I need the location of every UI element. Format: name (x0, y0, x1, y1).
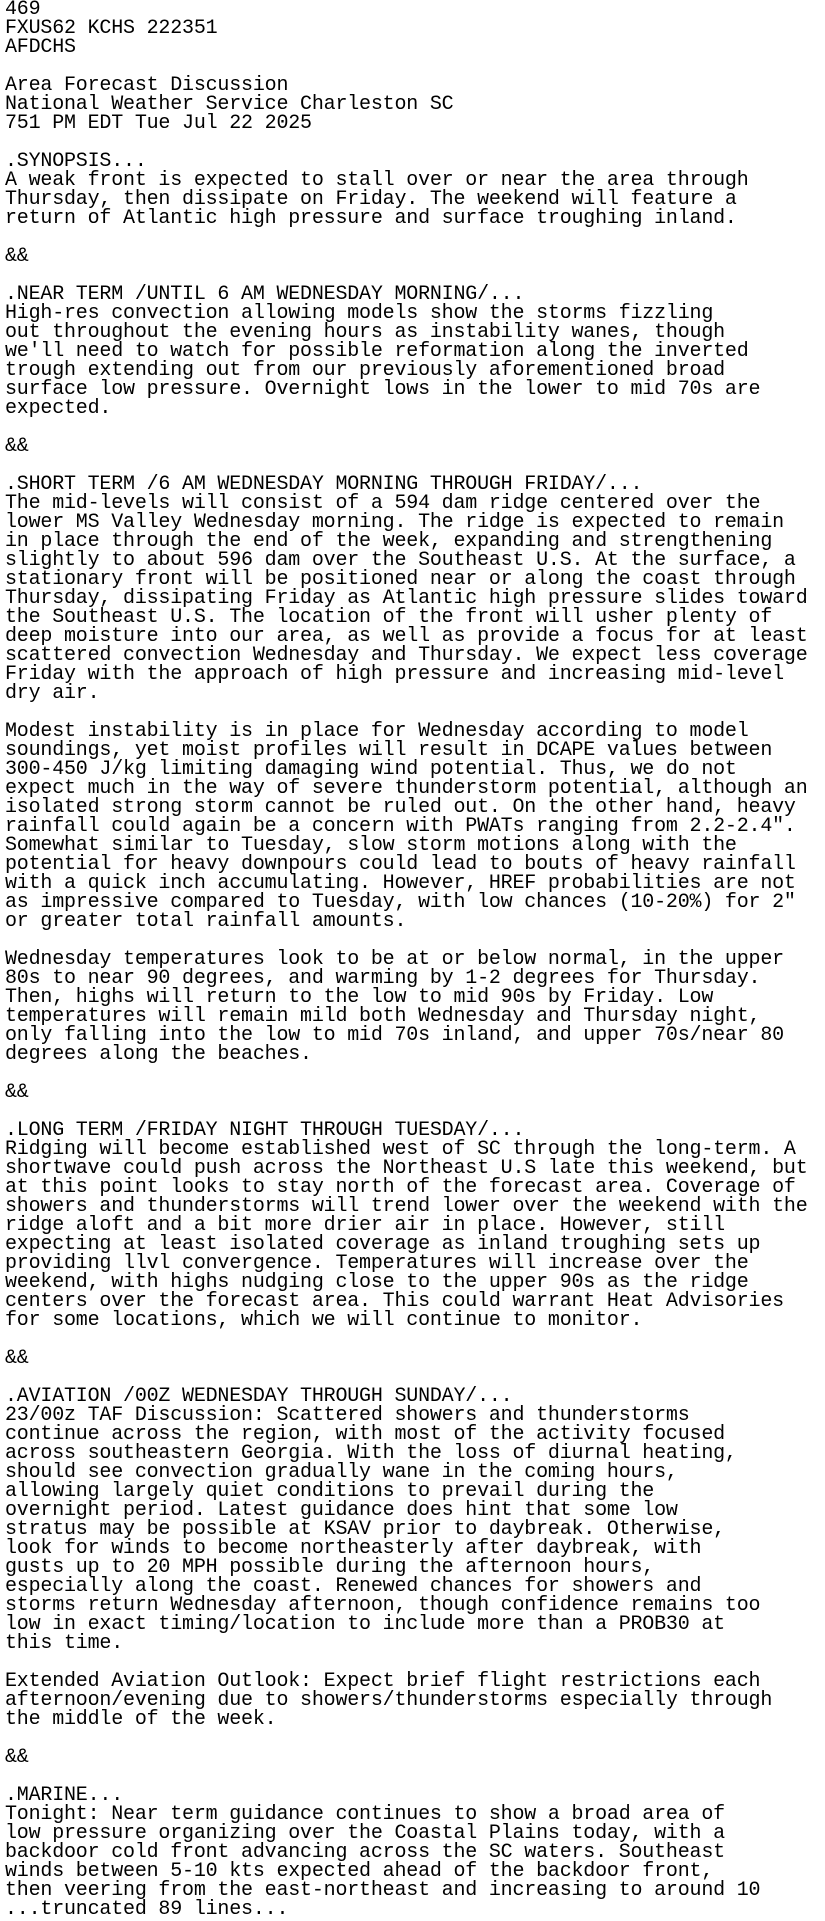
text-line: out throughout the evening hours as instability wanes, though (5, 321, 725, 344)
text-line: expecting at least isolated coverage as inland troughing sets up (5, 1233, 761, 1256)
blank-line (5, 228, 825, 247)
text-line: High-res convection allowing models show the storms fizzling (5, 302, 714, 325)
text-line: potential for heavy downpours could lead to bouts of heavy rainfall (5, 853, 796, 876)
text-line: providing llvl convergence. Temperatures will increase over the (5, 1252, 749, 1275)
section-heading: .LONG TERM /FRIDAY NIGHT THROUGH TUESDAY/... (5, 1119, 525, 1142)
text-line: scattered convection Wednesday and Thursday. We expect less coverage (5, 644, 808, 667)
text-line: should see convection gradually wane in the coming hours, (5, 1461, 678, 1484)
text-line: overnight period. Latest guidance does hint that some low (5, 1499, 678, 1522)
text-line: with a quick inch accumulating. However, HREF probabilities are not (5, 872, 796, 895)
text-line: return of Atlantic high pressure and surface troughing inland. (5, 207, 737, 230)
text-line: 23/00z TAF Discussion: Scattered showers and thunderstorms (5, 1404, 690, 1427)
text-line: Friday with the approach of high pressure and increasing mid-level (5, 663, 784, 686)
text-line: storms return Wednesday afternoon, though confidence remains too (5, 1594, 761, 1617)
text-line: this time. (5, 1632, 124, 1655)
product-id: 469 (5, 0, 41, 21)
text-line: rainfall could again be a concern with PWATs ranging from 2.2-2.4". (5, 815, 796, 838)
text-line: surface low pressure. Overnight lows in the lower to mid 70s are (5, 378, 761, 401)
section-end-marker: && (5, 1347, 29, 1370)
text-line: Thursday, dissipating Friday as Atlantic high pressure slides toward (5, 587, 808, 610)
blank-line (5, 1330, 825, 1349)
text-line: for some locations, which we will continue to monitor. (5, 1309, 643, 1332)
wmo-header: FXUS62 KCHS 222351 (5, 17, 218, 40)
text-line: stationary front will be positioned near or along the coast through (5, 568, 796, 591)
text-line: low pressure organizing over the Coastal Plains today, with a (5, 1822, 725, 1845)
text-line: at this point looks to stay north of the forecast area. Coverage of (5, 1176, 796, 1199)
text-line: Tonight: Near term guidance continues to show a broad area of (5, 1803, 725, 1826)
awips-id: AFDCHS (5, 36, 76, 59)
section-end-marker: && (5, 435, 29, 458)
text-line: in place through the end of the week, expanding and strengthening (5, 530, 773, 553)
section-end-marker: && (5, 1081, 29, 1104)
text-line: Thursday, then dissipate on Friday. The weekend will feature a (5, 188, 737, 211)
text-line: Then, highs will return to the low to mid 90s by Friday. Low (5, 986, 714, 1009)
issuing-office: National Weather Service Charleston SC (5, 93, 454, 116)
text-line: winds between 5-10 kts expected ahead of the backdoor front, (5, 1860, 714, 1883)
text-line: Extended Aviation Outlook: Expect brief flight restrictions each (5, 1670, 761, 1693)
text-line: low in exact timing/location to include more than a PROB30 at (5, 1613, 725, 1636)
text-line: afternoon/evening due to showers/thunderstorms especially through (5, 1689, 773, 1712)
text-line: weekend, with highs nudging close to the upper 90s as the ridge (5, 1271, 749, 1294)
blank-line (5, 418, 825, 437)
section-heading: .NEAR TERM /UNTIL 6 AM WEDNESDAY MORNING/... (5, 283, 525, 306)
text-line: Somewhat similar to Tuesday, slow storm motions along with the (5, 834, 737, 857)
section-end-marker: && (5, 245, 29, 268)
text-line: showers and thunderstorms will trend lower over the weekend with the (5, 1195, 808, 1218)
text-line: continue across the region, with most of the activity focused (5, 1423, 725, 1446)
text-line: centers over the forecast area. This could warrant Heat Advisories (5, 1290, 784, 1313)
text-line: The mid-levels will consist of a 594 dam ridge centered over the (5, 492, 761, 515)
text-line: Ridging will become established west of SC through the long-term. A (5, 1138, 796, 1161)
text-line: gusts up to 20 MPH possible during the afternoon hours, (5, 1556, 655, 1579)
section-heading: .SYNOPSIS... (5, 150, 147, 173)
text-line: we'll need to watch for possible reformation along the inverted (5, 340, 749, 363)
text-line: especially along the coast. Renewed chances for showers and (5, 1575, 702, 1598)
section-heading: .MARINE... (5, 1784, 124, 1807)
text-line: stratus may be possible at KSAV prior to daybreak. Otherwise, (5, 1518, 725, 1541)
truncation-notice: ...truncated 89 lines... (5, 1898, 289, 1921)
text-line: isolated strong storm cannot be ruled out. On the other hand, heavy (5, 796, 796, 819)
text-line: trough extending out from our previously aforementioned broad (5, 359, 725, 382)
text-line: as impressive compared to Tuesday, with low chances (10-20%) for 2" (5, 891, 796, 914)
blank-line (5, 1767, 825, 1786)
text-line: backdoor cold front advancing across the SC waters. Southeast (5, 1841, 725, 1864)
text-line: lower MS Valley Wednesday morning. The ridge is expected to remain (5, 511, 784, 534)
text-line: look for winds to become northeasterly after daybreak, with (5, 1537, 702, 1560)
text-line: Wednesday temperatures look to be at or below normal, in the upper (5, 948, 784, 971)
issue-time: 751 PM EDT Tue Jul 22 2025 (5, 112, 312, 135)
text-line: the middle of the week. (5, 1708, 277, 1731)
text-line: 300-450 J/kg limiting damaging wind potential. Thus, we do not (5, 758, 737, 781)
text-line: A weak front is expected to stall over or near the area through (5, 169, 749, 192)
blank-line (5, 1064, 825, 1083)
text-line: Modest instability is in place for Wednesday according to model (5, 720, 749, 743)
text-line: then veering from the east-northeast and increasing to around 10 (5, 1879, 761, 1902)
section-heading: .SHORT TERM /6 AM WEDNESDAY MORNING THROUGH FRIDAY/... (5, 473, 643, 496)
text-line: temperatures will remain mild both Wednesday and Thursday night, (5, 1005, 761, 1028)
text-line: shortwave could push across the Northeast U.S late this weekend, but (5, 1157, 808, 1180)
blank-line (5, 1729, 825, 1748)
text-line: deep moisture into our area, as well as provide a focus for at least (5, 625, 808, 648)
text-line: or greater total rainfall amounts. (5, 910, 407, 933)
text-line: across southeastern Georgia. With the loss of diurnal heating, (5, 1442, 737, 1465)
text-line: 80s to near 90 degrees, and warming by 1-2 degrees for Thursday. (5, 967, 761, 990)
text-line: dry air. (5, 682, 100, 705)
text-line: ridge aloft and a bit more drier air in place. However, still (5, 1214, 725, 1237)
text-line: only falling into the low to mid 70s inland, and upper 70s/near 80 (5, 1024, 784, 1047)
text-line: expect much in the way of severe thunderstorm potential, although an (5, 777, 808, 800)
text-line: the Southeast U.S. The location of the front will usher plenty of (5, 606, 773, 629)
text-line: degrees along the beaches. (5, 1043, 312, 1066)
text-line: expected. (5, 397, 112, 420)
section-heading: .AVIATION /00Z WEDNESDAY THROUGH SUNDAY/... (5, 1385, 513, 1408)
text-line: allowing largely quiet conditions to prevail during the (5, 1480, 655, 1503)
document-title: Area Forecast Discussion (5, 74, 289, 97)
text-line: slightly to about 596 dam over the Southeast U.S. At the surface, a (5, 549, 796, 572)
text-line: soundings, yet moist profiles will result in DCAPE values between (5, 739, 773, 762)
section-end-marker: && (5, 1746, 29, 1769)
